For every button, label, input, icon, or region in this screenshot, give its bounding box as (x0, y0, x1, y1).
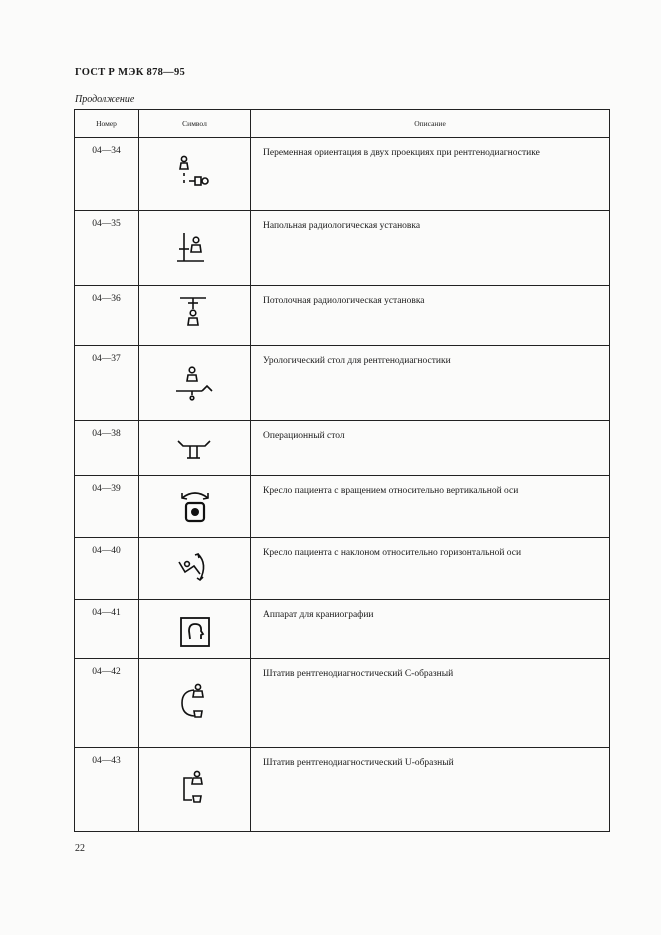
row-symbol-cell (139, 748, 251, 832)
alternating-orientation-icon (170, 150, 220, 200)
row-symbol-cell (139, 659, 251, 748)
row-number: 04—39 (92, 484, 121, 494)
u-arm-stand-icon (170, 762, 220, 812)
table-row (75, 138, 610, 211)
row-description-cell (251, 346, 610, 421)
header-symbol: Символ (139, 110, 251, 138)
table-row (75, 600, 610, 659)
row-number: 04—38 (92, 429, 121, 439)
continuation-label: Продолжение (75, 94, 135, 105)
row-number: 04—41 (92, 608, 121, 618)
table-row (75, 286, 610, 346)
row-description: Аппарат для краниографии (263, 610, 374, 620)
chair-vertical-rotation-icon (170, 482, 220, 532)
ceiling-radiology-unit-icon (170, 291, 220, 341)
row-number-cell (75, 211, 139, 286)
row-number: 04—34 (92, 146, 121, 156)
row-description: Кресло пациента с наклоном относительно горизонтальной оси (263, 548, 522, 558)
document-title: ГОСТ Р МЭК 878—95 (75, 67, 186, 78)
c-arm-stand-icon (170, 677, 220, 727)
row-number: 04—37 (92, 354, 121, 364)
row-description: Урологический стол для рентгенодиагностики (263, 356, 451, 366)
chair-horizontal-tilt-icon (170, 544, 220, 594)
row-number: 04—42 (92, 667, 121, 677)
row-description: Операционный стол (263, 431, 345, 441)
row-description-cell (251, 421, 610, 476)
row-number-cell (75, 286, 139, 346)
urology-table-icon (170, 360, 220, 410)
row-symbol-cell (139, 538, 251, 600)
table-row (75, 421, 610, 476)
row-number-cell (75, 346, 139, 421)
row-description-cell (251, 286, 610, 346)
row-number: 04—43 (92, 756, 121, 766)
row-description: Переменная ориентация в двух проекциях при рентгенодиагностике (263, 148, 540, 158)
page-number: 22 (75, 843, 85, 854)
row-symbol-cell (139, 421, 251, 476)
row-number-cell (75, 600, 139, 659)
row-symbol-cell (139, 600, 251, 659)
row-symbol-cell (139, 211, 251, 286)
row-description-cell (251, 538, 610, 600)
row-description: Напольная радиологическая установка (263, 221, 421, 231)
table-row (75, 659, 610, 748)
row-symbol-cell (139, 476, 251, 538)
row-number-cell (75, 538, 139, 600)
row-description-cell (251, 659, 610, 748)
row-symbol-cell (139, 346, 251, 421)
row-symbol-cell (139, 138, 251, 211)
row-description: Штатив рентгенодиагностический С-образный (263, 669, 454, 679)
row-number-cell (75, 421, 139, 476)
row-number-cell (75, 476, 139, 538)
header-number: Номер (75, 110, 139, 138)
row-description: Потолочная радиологическая установка (263, 296, 425, 306)
header-description: Описание (251, 110, 610, 138)
symbols-table (74, 109, 610, 832)
floor-radiology-unit-icon (170, 221, 220, 271)
table-row (75, 346, 610, 421)
table-row (75, 476, 610, 538)
row-number-cell (75, 138, 139, 211)
row-symbol-cell (139, 286, 251, 346)
table-row (75, 538, 610, 600)
row-number-cell (75, 748, 139, 832)
row-number: 04—35 (92, 219, 121, 229)
row-description-cell (251, 138, 610, 211)
table-row (75, 211, 610, 286)
table-row (75, 748, 610, 832)
row-description: Штатив рентгенодиагностический U-образный (263, 758, 454, 768)
row-description-cell (251, 211, 610, 286)
craniography-unit-icon (170, 606, 220, 656)
table-header-row (75, 110, 610, 138)
row-description: Кресло пациента с вращением относительно вертикальной оси (263, 486, 519, 496)
row-description-cell (251, 600, 610, 659)
operating-table-icon (170, 429, 220, 469)
row-description-cell (251, 476, 610, 538)
row-number: 04—36 (92, 294, 121, 304)
row-number-cell (75, 659, 139, 748)
row-description-cell (251, 748, 610, 832)
row-number: 04—40 (92, 546, 121, 556)
